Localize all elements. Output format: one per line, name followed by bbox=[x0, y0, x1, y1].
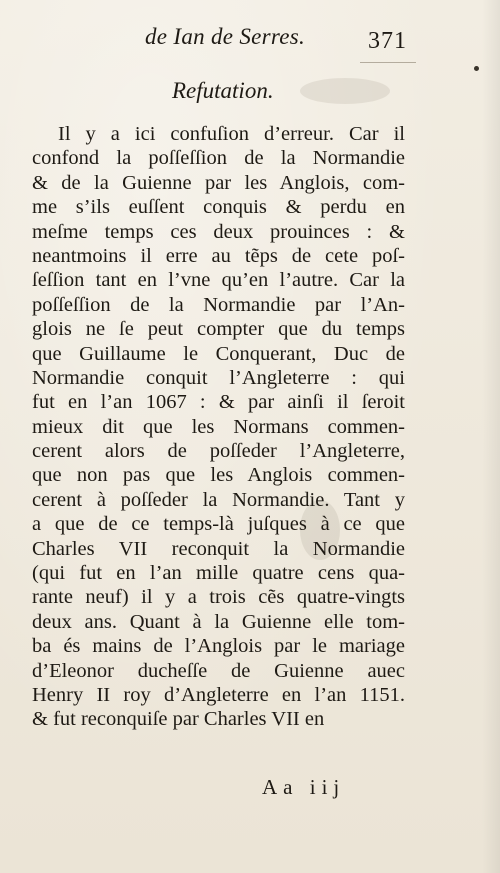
page-stain bbox=[300, 78, 390, 104]
text-line: poſſeſſion de la Normandie par l’An- bbox=[32, 293, 405, 316]
text-line: ba és mains de l’Anglois par le mariage bbox=[32, 635, 405, 658]
text-line: cerent à poſſeder la Normandie. Tant y bbox=[32, 488, 405, 511]
text-line: confond la poſſeſſion de la Normandie bbox=[32, 147, 405, 170]
text-line: mieux dit que les Normans commen- bbox=[32, 415, 405, 438]
text-line: que non pas que les Anglois commen- bbox=[32, 464, 405, 487]
running-head: de Ian de Serres. bbox=[145, 24, 306, 49]
text-line: deux ans. Quant à la Guienne elle tom- bbox=[32, 610, 405, 633]
text-line: Normandie conquit l’Angleterre : qui bbox=[32, 366, 405, 389]
signature-mark: Aa iij bbox=[262, 775, 346, 799]
margin-ink-dot bbox=[474, 66, 479, 71]
text-line: a que de ce temps-là juſques à ce que bbox=[32, 513, 405, 536]
text-line: d’Eleonor ducheſſe de Guienne auec bbox=[32, 659, 405, 682]
section-title: Refutation. bbox=[172, 78, 274, 103]
page-number: 371 bbox=[368, 28, 407, 54]
text-line: Charles VII reconquit la Normandie bbox=[32, 537, 405, 560]
header-rule bbox=[360, 62, 416, 63]
text-line: ſeſſion tant en l’vne qu’en l’autre. Car la bbox=[32, 269, 405, 292]
text-line: fut en l’an 1067 : & par ainſi il ſeroit bbox=[32, 391, 405, 414]
text-line: Henry II roy d’Angleterre en l’an 1151. bbox=[32, 683, 405, 706]
text-line: glois ne ſe peut compter que du temps bbox=[32, 318, 405, 341]
body-text bbox=[32, 122, 405, 732]
text-line: me s’ils euſſent conquis & perdu en bbox=[32, 196, 405, 219]
text-line: Il y a ici confuſion d’erreur. Car il bbox=[58, 123, 405, 145]
text-line: (qui fut en l’an mille quatre cens qua- bbox=[32, 562, 405, 585]
text-line: que Guillaume le Conquerant, Duc de bbox=[32, 342, 405, 365]
text-line: meſme temps ces deux prouinces : & bbox=[32, 220, 405, 243]
text-line: cerent alors de poſſeder l’Angleterre, bbox=[32, 440, 405, 463]
text-line: & de la Guienne par les Anglois, com- bbox=[32, 171, 405, 194]
text-line: neantmoins il erre au tẽps de cete poſ- bbox=[32, 244, 405, 267]
text-line: rante neuf) il y a trois cẽs quatre-vingts bbox=[32, 586, 405, 609]
text-line: & fut reconquiſe par Charles VII en bbox=[32, 708, 325, 731]
